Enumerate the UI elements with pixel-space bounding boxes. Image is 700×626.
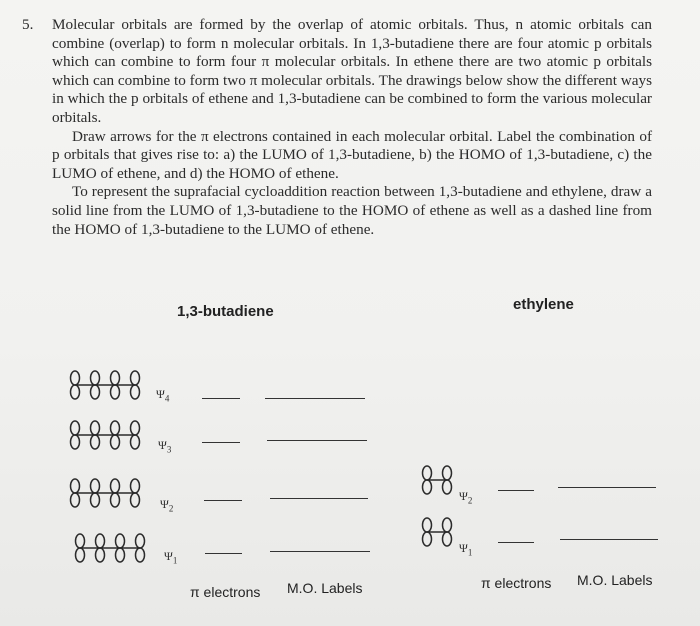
p-orbital-lobe-upper xyxy=(71,421,80,435)
p-orbital-lobe-lower xyxy=(136,548,145,562)
question-number: 5. xyxy=(22,16,34,33)
p-orbital-lobe-lower xyxy=(111,435,120,449)
p-orbital-lobe-lower xyxy=(96,548,105,562)
psi-symbol: Ψ xyxy=(160,497,169,511)
ethylene-psi2-orbital-drawing xyxy=(422,465,464,495)
p-orbital-lobe-lower xyxy=(71,435,80,449)
p-orbital-lobe-upper xyxy=(423,518,432,532)
butadiene-psi1-label xyxy=(164,549,177,565)
p-orbital-lobe-lower xyxy=(111,385,120,399)
p-orbital-lobe-lower xyxy=(111,493,120,507)
ethylene-heading: ethylene xyxy=(513,296,574,313)
p-orbital-lobe-upper xyxy=(71,479,80,493)
butadiene-psi4-orbital-drawing xyxy=(70,370,154,400)
ethylene-psi2-label xyxy=(459,489,472,505)
butadiene-psi3-label xyxy=(158,438,171,454)
paragraph-intro: Molecular orbitals are formed by the overlap of atomic orbitals. Thus, n atomic orbitals can combine (overlap) to form n molecular orbitals. In 1,3-butadiene there are four atomic p orbitals which can combine to form four π molecular orbitals. In ethene there are two atomic p orbitals which can combine to form two π molecular orbitals. The drawings below show the different ways in which the p orbitals of ethene and 1,3-butadiene can be combined to form the various molecular orbitals. xyxy=(52,16,652,126)
p-orbital-lobe-upper xyxy=(136,534,145,548)
butadiene-psi3-label-blank[interactable] xyxy=(267,440,367,441)
psi-subscript: 2 xyxy=(467,495,473,506)
butadiene-psi2-label xyxy=(160,497,173,513)
butadiene-psi4-electron-blank[interactable] xyxy=(202,398,240,399)
p-orbital-lobe-lower xyxy=(423,532,432,546)
p-orbital-lobe-upper xyxy=(111,479,120,493)
psi-subscript: 3 xyxy=(166,444,172,455)
butadiene-psi1-electron-blank[interactable] xyxy=(205,553,242,554)
p-orbital-lobe-lower xyxy=(71,493,80,507)
butadiene-mo-labels-column-label: M.O. Labels xyxy=(287,580,363,596)
p-orbital-lobe-lower xyxy=(116,548,125,562)
psi-subscript: 2 xyxy=(168,503,174,514)
ethylene-psi1-label xyxy=(459,541,472,557)
butadiene-psi3-electron-blank[interactable] xyxy=(202,442,240,443)
p-orbital-lobe-upper xyxy=(131,421,140,435)
p-orbital-lobe-lower xyxy=(423,480,432,494)
p-orbital-lobe-upper xyxy=(443,466,452,480)
p-orbital-lobe-upper xyxy=(91,371,100,385)
butadiene-psi4-label xyxy=(156,387,169,403)
p-orbital-lobe-lower xyxy=(91,385,100,399)
ethylene-psi2-electron-blank[interactable] xyxy=(498,490,534,491)
p-orbital-lobe-lower xyxy=(91,493,100,507)
butadiene-psi1-label-blank[interactable] xyxy=(270,551,370,552)
p-orbital-lobe-upper xyxy=(91,421,100,435)
butadiene-heading: 1,3-butadiene xyxy=(177,303,274,320)
ethylene-mo-labels-column-label: M.O. Labels xyxy=(577,572,653,588)
psi-symbol: Ψ xyxy=(156,387,165,401)
ethylene-psi2-label-blank[interactable] xyxy=(558,487,656,488)
butadiene-psi2-electron-blank[interactable] xyxy=(204,500,242,501)
ethylene-psi1-label-blank[interactable] xyxy=(560,539,658,540)
psi-subscript: 1 xyxy=(467,547,473,558)
psi-symbol: Ψ xyxy=(459,489,468,503)
p-orbital-lobe-lower xyxy=(443,480,452,494)
butadiene-psi1-orbital-drawing xyxy=(75,533,159,563)
butadiene-psi2-orbital-drawing xyxy=(70,478,154,508)
p-orbital-lobe-upper xyxy=(131,371,140,385)
butadiene-psi4-label-blank[interactable] xyxy=(265,398,365,399)
p-orbital-lobe-upper xyxy=(116,534,125,548)
p-orbital-lobe-lower xyxy=(131,435,140,449)
paragraph-instructions: Draw arrows for the π electrons contained in each molecular orbital. Label the combination of p orbitals that gives rise to: a) the LUMO of 1,3-butadiene, b) the HOMO of 1,3-butadiene, c) the LUMO of ethene, and d) the HOMO of ethene. xyxy=(52,127,652,182)
p-orbital-lobe-lower xyxy=(443,532,452,546)
butadiene-psi3-orbital-drawing xyxy=(70,420,154,450)
butadiene-psi2-label-blank[interactable] xyxy=(270,498,368,499)
butadiene-electrons-column-label: π electrons xyxy=(190,584,261,600)
p-orbital-lobe-lower xyxy=(131,385,140,399)
ethylene-psi1-electron-blank[interactable] xyxy=(498,542,534,543)
psi-subscript: 1 xyxy=(172,555,178,566)
p-orbital-lobe-upper xyxy=(131,479,140,493)
p-orbital-lobe-lower xyxy=(91,435,100,449)
p-orbital-lobe-upper xyxy=(111,371,120,385)
psi-symbol: Ψ xyxy=(158,438,167,452)
p-orbital-lobe-upper xyxy=(91,479,100,493)
p-orbital-lobe-upper xyxy=(423,466,432,480)
p-orbital-lobe-upper xyxy=(443,518,452,532)
p-orbital-lobe-upper xyxy=(76,534,85,548)
psi-symbol: Ψ xyxy=(459,541,468,555)
psi-subscript: 4 xyxy=(164,393,170,404)
ethylene-electrons-column-label: π electrons xyxy=(481,575,552,591)
paragraph-cycloaddition: To represent the suprafacial cycloaddition reaction between 1,3-butadiene and ethylene, draw a solid line from the LUMO of 1,3-butadiene to the HOMO of ethene as well as a dashed line from the HOMO of 1,3-butadiene to the LUMO of ethene. xyxy=(52,183,652,238)
problem-text xyxy=(22,16,652,239)
psi-symbol: Ψ xyxy=(164,549,173,563)
p-orbital-lobe-lower xyxy=(71,385,80,399)
ethylene-psi1-orbital-drawing xyxy=(422,517,464,547)
p-orbital-lobe-lower xyxy=(131,493,140,507)
p-orbital-lobe-lower xyxy=(76,548,85,562)
p-orbital-lobe-upper xyxy=(71,371,80,385)
p-orbital-lobe-upper xyxy=(111,421,120,435)
p-orbital-lobe-upper xyxy=(96,534,105,548)
